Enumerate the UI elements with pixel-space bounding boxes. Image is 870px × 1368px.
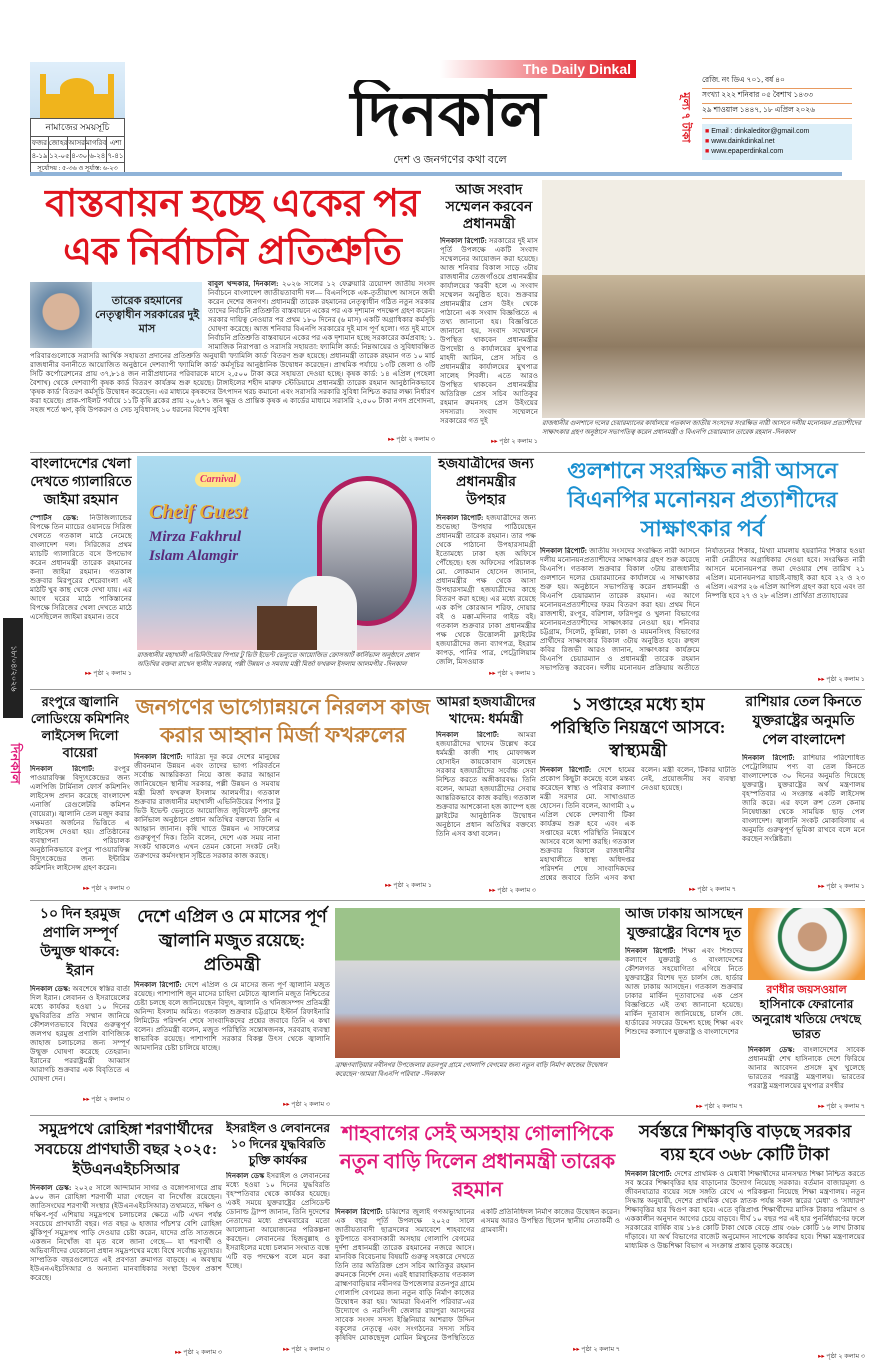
prayer-time: ৭-৪১ [107,152,124,160]
sports-continued[interactable]: ▸▸ পৃষ্ঠা ২ কলাম ১ [85,670,132,677]
fakhrul-continued[interactable]: ▸▸ পৃষ্ঠা ২ কলাম ১ [385,882,432,889]
lead-body [30,280,435,433]
hormuz-text: অবশেষে স্বস্তির বার্তা দিল ইরান। লেবানন ও ইসরায়েলের মধ্যে কার্যকর হওয়া ১০ দিনের যুদ্ধবিরতির প্রতি সম্মান জানিয়ে কৌশলগতভাবে বিশ্বের গুরুত্বপূর্ণ জলপথ হরমুজ প্রণালি বাণিজ্যিক জাহাজ চলাচলের জন্য সম্পূর্ণ উন্মুক্ত ঘোষণা করেছে তেহরান। ইরানের পররাষ্ট্রমন্ত্রী আব্বাস আরাগচি শুক্রবার এক বিবৃতিতে এ ঘোষণা দেন। [30,985,130,1083]
prayer-name: ফজর [31,139,47,147]
hajj-gift-body [436,514,536,667]
religion-article [436,693,536,897]
india-continued[interactable]: ▸▸ পৃষ্ঠা ২ কলাম ৭ [818,1103,865,1110]
mosque-icon [30,62,125,118]
carnival-sign-main: Cheif Guest [149,501,248,523]
russia-article [742,693,865,897]
lead-continued[interactable]: ▸▸ পৃষ্ঠা ২ কলাম ৩ [388,436,435,443]
russia-byline: দিনকাল রিপোর্ট: [742,754,795,762]
rohingya-byline: দিনকাল ডেস্ক: [30,1184,72,1192]
education-article [625,1120,865,1362]
russia-headline: রাশিয়ার তেল কিনতে যুক্তরাষ্ট্রের অনুমতি পেল বাংলাদেশ [745,695,862,748]
rangpur-headline: রংপুরে জ্বালানি লোডিংয়ে কমিশনিং লাইসেন্স দিলো বায়েরা [30,694,130,760]
rohingya-article [30,1120,222,1362]
side-logo [3,728,23,798]
golapi-article [335,1120,620,1362]
india-headline: হাসিনাকে ফেরানোর অনুরোধ খতিয়ে দেখছে ভারত [752,997,861,1041]
golapi-continued[interactable]: ▸▸ পৃষ্ঠা ২ কলাম ৭ [573,1346,620,1353]
russia-text: রাশিয়ার পরিশোধিত পেট্রোলিয়াম পণ্য বা তেল কিনতে বাংলাদেশকে ৩০ দিনের অনুমতি দিয়েছে যুক্তরাষ্ট্র। যুক্তরাষ্ট্রের অর্থ মন্ত্রণালয় বৃহস্পতিবার এ সংক্রান্ত একটি লাইসেন্স জারি করে। এর ফলে রুশ তেল কেনায় নিষেধাজ্ঞা থেকে সাময়িক ছাড় পেল বাংলাদেশ। জ্বালানি সংকট মোকাবিলায় এ অনুমতি গুরুত্বপূর্ণ ভূমিকা রাখবে বলে মনে করছেন সংশ্লিষ্টরা। [742,754,865,843]
education-continued[interactable]: ▸▸ পৃষ্ঠা ২ কলাম ৩ [818,1353,865,1360]
israel-headline: ইসরাইল ও লেবাননের ১০ দিনের যুদ্ধবিরতি চুক্তি কার্যকর [226,1121,330,1167]
presser-continued[interactable]: ▸▸ পৃষ্ঠা ২ কলাম ১ [491,438,538,445]
us-envoy-article [625,905,743,1112]
rohingya-text: ২০২৫ সালে আন্দামান সাগর ও বঙ্গোপসাগরে প্রায় ৯০০ জন রোহিঙ্গা শরণার্থী মারা গেছেন বা নিখোঁজ রয়েছেন। জাতিসংঘের শরণার্থী সংস্থার (ইউএনএইচসিআর) তথ্যমতে, দক্ষিণ ও দক্ষিণ-পূর্ব এশিয়ায় সমুদ্রপথে চলাচলের ক্ষেত্রে এটি এখন পর্যন্ত সবচেয়ে প্রাণঘাতী বছর। গত বছর ৬ হাজার পাঁচশ'র বেশি রোহিঙ্গা ঝুঁকিপূর্ণ সমুদ্রপথ পাড়ি দেওয়ার চেষ্টা করেন, যাদের প্রতি সাতজনে একজন নিখোঁজ বা মৃত বলে জানা গেছে— যা শরণার্থী ও অভিবাসীদের যেকোনো প্রধান সমুদ্রপথের মধ্যে বিশ্বে সর্বোচ্চ মৃত্যুহার। সাম্প্রতিক বছরগুলোতে এই প্রবণতা ক্রমাগত বাড়ছে। এ অবস্থায় ইউএনএইচসিআর ও অন্যান্য মানবাধিকার সংস্থা উদ্বেগ প্রকাশ করেছে। [30,1184,222,1282]
carnival-photo [137,456,431,650]
india-text: বাংলাদেশের সাবেক প্রধানমন্ত্রী শেখ হাসিনাকে দেশে ফিরিয়ে আনার আবেদন প্রসঙ্গে মুখ খুলেছে ভারতের পররাষ্ট্র মন্ত্রণালয়। ভারতের পররাষ্ট্র মন্ত্রণালয়ের মুখপাত্র রণধীর [748,1046,865,1090]
spokesperson-photo [748,908,865,980]
presser-headline: আজ সংবাদ সম্মেলন করবেন প্রধানমন্ত্রী [445,183,533,232]
education-body [625,1170,865,1350]
hormuz-article [30,905,130,1112]
carnival-sign-name: Mirza Fakhrul Islam Alamgir [149,529,242,564]
measles-body [540,766,736,883]
prayer-name: এশা [109,139,122,147]
israel-body [226,1172,330,1343]
measles-article [540,693,736,897]
education-headline: সর্বস্তরে শিক্ষাবৃত্তি বাড়ছে সরকার ব্যয় হবে ৩৬৮ কোটি টাকা [638,1122,852,1164]
prayer-time: ৬-২৪ [89,152,106,160]
religion-body [436,731,536,884]
fuel-text: দেশে এপ্রিল ও মে মাসের জন্য পূর্ণ জ্বালানি মজুত রয়েছে। পাশাপাশি জুন মাসের চাহিদা মেটাতে জ্বালানি মজুত নিশ্চিতের চেষ্টা চলছে বলে জানিয়েছেন বিদ্যুৎ, জ্বালানি ও খনিজসম্পদ প্রতিমন্ত্রী অনিন্দ্য ইসলাম অমিত। গতকাল শুক্রবার চট্টগ্রামে ইস্টার্ন রিফাইনারি লিমিটেড পরিদর্শন শেষে সাংবাদিকদের প্রশ্নের জবাবে তিনি এ কথা বলেন। প্রতিমন্ত্রী বলেন, মজুত পরিস্থিতি সন্তোষজনক, সরবরাহ ব্যবস্থা স্বাভাবিক রয়েছে। পাশাপাশি সরকার বিকল্প উৎস থেকে জ্বালানি আমদানির চেষ্টা চালিয়ে যাচ্ছে। [134,981,330,1052]
rohingya-continued[interactable]: ▸▸ পৃষ্ঠা ২ কলাম ৩ [175,1349,222,1356]
lead-inset-text: তারেক রহমানের নেতৃত্বাধীন সরকারের দুই মাস [95,295,199,335]
gulshan-text: জাতীয় সংসদের সংরক্ষিত নারী আসনে দলীয় মনোনয়নপ্রত্যাশীদের সাক্ষাৎকার গ্রহণ শুরু করেছে বিএনপি। গতকাল শুক্রবার বিকাল ৩টায় রাজধানীর গুলশানে দলের চেয়ারম্যানের কার্যালয়ে এ সাক্ষাৎকার শুরু হয়। অনুষ্ঠানে সভাপতিত্ব করেন প্রধানমন্ত্রী ও বিএনপি চেয়ারম্যান তারেক রহমান। এর আগে মনোনয়নপ্রত্যাশীদের ফরম বিতরণ করা হয়। প্রথম দিনে রাজশাহী, রংপুর, বরিশাল, ফরিদপুর ও খুলনা বিভাগের মনোনয়নপ্রত্যাশীদের সাক্ষাৎকার নেওয়া হয়। শনিবার চট্টগ্রাম, সিলেট, কুমিল্লা, ঢাকা ও ময়মনসিংহ বিভাগের প্রার্থীদের সাক্ষাৎকার বিকাল ৩টায় অনুষ্ঠিত হবে। রুহুল কবির রিজভী আরও জানান, সাক্ষাৎকার কার্যক্রমে বিএনপি চেয়ারম্যান ও প্রধানমন্ত্রী তারেক রহমান সভাপতিত্ব করবেন। দলীয় মনোনয়ন প্রক্রিয়ায় অতীতে নির্যাতনের শিকার, মিথ্যা মামলায় হয়রানির শিকার হওয়া নারী নেত্রীদের অগ্রাধিকার দেওয়া হবে। সংরক্ষিত নারী আসনে মনোনয়নপত্র জমা দেওয়ার শেষ তারিখ ২১ এপ্রিল। মনোনয়নপত্র যাচাই-বাছাই করা হবে ২২ ও ২৩ এপ্রিল। এরপর ২৬ এপ্রিল আপিল গ্রহণ করা হবে এবং তা নিষ্পত্তি হবে ২৭ ও ২৮ এপ্রিল। প্রার্থিতা প্রত্যাহারের [540,547,865,672]
golapi-headline: শাহবাগের সেই অসহায় গোলাপিকে নতুন বাড়ি দিলেন প্রধানমন্ত্রী তারেক রহমান [339,1123,616,1201]
religion-headline: আমরা হজযাত্রীদের খাদেম: ধর্মমন্ত্রী [436,694,536,726]
rangpur-article [30,693,130,897]
gulshan-body [540,547,865,673]
registration: রেজি. নং ডিএ ৭০১, বর্ষ ৪০ [702,74,852,89]
us-envoy-byline: দিনকাল রিপোর্ট: [625,947,676,955]
house-photo-caption: ব্রাহ্মণবাড়িয়ার নবীনগর উপজেলার রতনপুর গ্রামে গোলাপি বেগমের জন্য নতুন বাড়ি নির্মাণ কাজের উদ্বোধন করেছেন 'আমরা বিএনপি পরিবার' -দিনকাল [335,1062,607,1078]
india-byline: দিনকাল ডেস্ক: [748,1046,795,1054]
rangpur-continued[interactable]: ▸▸ পৃষ্ঠা ২ কলাম ৩ [83,885,130,892]
hajj-gift-text: হজযাত্রীদের জন্য শুভেচ্ছা উপহার পাঠিয়েছেন প্রধানমন্ত্রী তারেক রহমান। তার পক্ষ থেকে পাঠানো উপহারসামগ্রী ইতোমধ্যে ঢাকা হজ অফিসে পৌঁছেছে। হজ অফিসের পরিচালক মো. লোকমান হোসেন জানান, প্রধানমন্ত্রীর পক্ষ থেকে আসা উপহারসামগ্রী হজযাত্রীদের কাছে বিতরণ করা হচ্ছে। এর মধ্যে রয়েছে এক কপি কোরআন শরিফ, দোয়ার বই ও মক্কা-মদিনার গাইড বই। গতকাল শুক্রবার ঢাকা প্রধানমন্ত্রীর পক্ষ থেকে উত্তোলনী ফ্লাইটের হজযাত্রীদের জন্য ব্যাগপত্র, ইহরাম কাপড়, পানির পাত্র, পেট্রোলিয়াম জেলি, মিসওয়াক [436,514,536,666]
fuel-continued[interactable]: ▸▸ পৃষ্ঠা ২ কলাম ৩ [283,1101,330,1108]
lead-text: ২০২৬ সালের ১২ ফেব্রুয়ারি ত্রয়োদশ জাতীয় সংসদ নির্বাচনে বাংলাদেশ জাতীয়তাবাদী দল— বিএনপিকে এক-তৃতীয়াংশ আসনে জয়ী করেন দেশের জনগণ। প্রধানমন্ত্রী তারেক রহমানের নেতৃত্বাধীন গঠিত নতুন সরকার তাদের নির্বাচনি প্রতিশ্রুতি বাস্তবায়নে একের পর এক দৃশ্যমান পদক্ষেপ গ্রহণ করেন। সরকার দায়িত্ব নেওয়ার পর প্রথম ১৮০ দিনের (৬ মাস) একটি অগ্রাধিকার কর্মসূচি ঘোষণা করেছে। আজ শনিবার বিএনপি সরকারের দুই মাস পূর্ণ হলো। গত দুই মাসে নির্বাচনি প্রতিশ্রুতি বাস্তবায়নে একের পর এক দৃশ্যমান হচ্ছে সরকারের কর্মপ্রবাহ: ১. সামাজিক নিরাপত্তা ও সরাসরি সহায়তা: ফ্যামিলি কার্ড: নিম্নআয়ের ও সুবিধাবঞ্চিত পরিবারগুলোকে সরাসরি আর্থিক সহায়তা প্রদানের প্রতিশ্রুতি অনুযায়ী 'ফ্যামিলি কার্ড' বিতরণ শুরু হয়েছে। প্রধানমন্ত্রী তারেক রহমান গত ১০ মার্চ রাজধানীর বনানীতে আয়োজিত অনুষ্ঠানে দেশব্যাপী 'ফ্যামিলি কার্ড' কর্মসূচির আনুষ্ঠানিক উদ্বোধন করেছেন। প্রাথমিক পর্যায়ে ১৩টি জেলা ও ৩টি সিটি কর্পোরেশনের প্রায় ৩৭,৮১৪ জন নারীপ্রধানের পরিবারকে মাসে ২,৫০০ টাকা করে সহায়তা দেওয়া হচ্ছে। কৃষক কার্ড: ১৪ এপ্রিল (পহেলা বৈশাখ) থেকে দেশব্যাপী কৃষক কার্ড বিতরণ কার্যক্রম শুরু হয়েছে। টাঙ্গাইলের শহীদ মারুফ স্টেডিয়ামে প্রধানমন্ত্রী তারেক রহমান আনুষ্ঠানিকভাবে 'কৃষক কার্ড' বিতরণ কর্মসূচি উদ্বোধন করেছেন। এর মাধ্যমে কৃষকদের উৎপাদন খরচ কমানো এবং সরাসরি সরকারি সুবিধা নিশ্চিত করার লক্ষ্য নির্ধারণ করা হয়েছে। প্রাক-পাইলট পর্যায়ে ১১টি কৃষি ব্লকের প্রায় ২০,৬৭১ জন ক্ষুদ্র ও প্রান্তিক কৃষক এ কার্ডের মাধ্যমে সরাসরি ২,৫০০ টাকা নগদ প্রণোদনা, সহজ শর্তে ঋণ, কৃষি উপকরণ ও সেচ সুবিধাসহ ১০ ধরনের বিশেষ সুবিধা [30,280,435,414]
fuel-headline: দেশে এপ্রিল ও মে মাসের পূর্ণ জ্বালানি মজুত রয়েছে: প্রতিমন্ত্রী [137,907,327,974]
gulshan-article [540,456,865,686]
house-construction-photo [335,908,620,1058]
prayer-name: মাগরিব [86,139,107,147]
golapi-body [335,1208,620,1343]
rangpur-text: রংপুর পাওয়ারফিক্স বিদ্যুৎকেন্দ্রের জন্য এলপিজি টার্মিনাল ফোর্স কমিশনিং লাইসেন্স প্রদান করেছে বাংলাদেশ এনার্জি রেগুলেটরি কমিশন (বায়েরা)। জ্বালানি তেল মজুদ করার সক্ষমতা অর্জনের ভিত্তিতে এ লাইসেন্স দেওয়া হয়। প্রতিষ্ঠানের ব্যবস্থাপনা পরিচালক অনুষ্ঠানিকভাবে রংপুর পাওয়ারফিক্স বিদ্যুৎকেন্দ্রের জন্য ইন্টারিম কমিশনিং লাইসেন্স গ্রহণ করেন। [30,765,130,872]
india-body [748,1046,865,1100]
fakhrul-headline: জনগণের ভাগ্যোন্নয়নে নিরলস কাজ করার আহ্বান মির্জা ফখরুলের [135,695,431,747]
side-date-box [3,618,23,718]
fakhrul-text: দারিদ্র্য দূর করে দেশের মানুষের জীবনমান উন্নয়ন এবং তাদের ভাগ্য পরিবর্তনে সর্বোচ্চ আন্তরিকতা নিয়ে কাজ করার আহ্বান জানিয়েছেন স্থানীয় সরকার, পল্লী উন্নয়ন ও সমবায় মন্ত্রী মির্জা ফখরুল ইসলাম আলমগীর। গতকাল শুক্রবার রাজধানীর মহাখালী এভিনিউয়ের পিপার টু ভিউ ইভেন্ট ভেন্যুতে আয়োজিত জুবিলেন্ট গ্রুপের কার্নিভাল অনুষ্ঠানে প্রধান অতিথির বক্তব্যে তিনি এ আহ্বান জানান। কৃষি খাতে উন্নয়ন এ সাফল্যের গুরুত্বপূর্ণ দিক। তিনি বলেন, দেশে এক সময় নানা সংকট থাকলেও এখন তেমন কোনো সংকট নেই। তরুণদের কর্মসংস্থান সৃষ্টিতে সরকার কাজ করছে। [134,753,281,860]
measles-text: দেশে হামের প্রকোপ কিছুটা কমেছে বলে মন্তব্য করেছেন স্বাস্থ্য ও পরিবার কল্যাণ মন্ত্রী সরদার মো. সাখাওয়াত হোসেন। তিনি বলেন, আগামী ২০ এপ্রিল থেকে দেশব্যাপী টিকা কার্যক্রম শুরু হবে এবং এক সপ্তাহের মধ্যে পরিস্থিতি নিয়ন্ত্রণে আসবে বলে আশা করছি। গতকাল শুক্রবার বিকালে রাজধানীর মহাখালীতে স্বাস্থ্য অধিদপ্তর পরিদর্শন শেষে সাংবাদিকদের প্রশ্নের জবাবে তিনি এসব কথা বলেন। মন্ত্রী বলেন, টিকার ঘাটতি নেই, প্রয়োজনীয় সব ব্যবস্থা নেওয়া হয়েছে। [540,766,736,882]
fuel-article [134,905,330,1112]
golapi-byline: দিনকাল রিপোর্ট: [335,1208,383,1216]
hajj-gift-article [436,456,536,686]
russia-continued[interactable]: ▸▸ পৃষ্ঠা ২ কলাম ১ [818,883,865,890]
lead-inset [30,282,202,348]
sports-headline: বাংলাদেশের খেলা দেখতে গ্যালারিতে জাইমা রহমান [30,457,132,508]
lead-article [30,180,435,450]
lead-headline: বাস্তবায়ন হচ্ছে একের পর এক নির্বাচনি প্রতিশ্রুতি [45,183,420,273]
price: মূল্য ৭ টাকা [679,92,692,143]
hormuz-headline: ১০ দিন হরমুজ প্রণালি সম্পূর্ণ উন্মুক্ত থাকবে: ইরান [39,907,121,979]
israel-article [226,1120,330,1362]
gulshan-continued[interactable]: ▸▸ পৃষ্ঠা ২ কলাম ১ [818,676,865,683]
us-envoy-body [625,947,743,1100]
gulshan-byline: দিনকাল রিপোর্ট: [540,547,588,555]
us-envoy-text: শিক্ষা এবং শিশুদের কল্যাণে যুক্তরাষ্ট্র ও বাংলাদেশের কৌশলগত সহযোগিতা এগিয়ে নিতে যুক্তরাষ্ট্রের বিশেষ দূত চার্লস জে. হার্ডার আজ ঢাকায় আসছেন। গতকাল শুক্রবার ঢাকার মার্কিন দূতাবাসের এক প্রেস বিজ্ঞপ্তিতে এই তথ্য জানানো হয়েছে। মার্কিন দূতাবাস জানিয়েছে, চার্লস জে. হার্ডারের সফরের উদ্দেশ্য হচ্ছে শিক্ষা এবং শিশুদের কল্যাণে যুক্তরাষ্ট্র ও বাংলাদেশের [625,947,743,1036]
rohingya-body [30,1184,222,1346]
measles-byline: দিনকাল রিপোর্ট: [540,766,592,774]
issue-date: ২৯ শাওয়াল ১৪৪৭, ১৮ এপ্রিল ২০২৬ [702,104,852,119]
prayer-name: আসর [68,139,86,147]
israel-continued[interactable]: ▸▸ পৃষ্ঠা ২ কলাম ৩ [283,1346,330,1353]
prayer-time: ১২-০৫ [49,152,70,160]
sports-body [30,514,132,667]
meeting-photo-caption: রাজধানীর গুলশানে দলের চেয়ারম্যানের কার্যালয়ে গতকাল জাতীয় সংসদের সংরক্ষিত নারী আসনে দলীয় মনোনয়ন প্রত্যাশীদের সাক্ষাৎকার গ্রহণ অনুষ্ঠানে সভাপতিত্ব করেন প্রধানমন্ত্রী ও বিএনপি চেয়ারম্যান তারেক রহমান -দিনকাল [542,420,861,436]
sports-article [30,456,132,686]
israel-byline: দিনকাল ডেস্ক [226,1172,265,1180]
hormuz-body [30,985,130,1093]
carnival-sign-top: Carnival [195,472,241,487]
english-name: The Daily Dinkal [522,61,631,77]
india-article [748,983,865,1112]
hajj-gift-continued[interactable]: ▸▸ পৃষ্ঠা ২ কলাম ১ [489,670,536,677]
logo: দিনকাল [350,81,546,149]
measles-headline: ১ সপ্তাহের মধ্যে হাম পরিস্থিতি নিয়ন্ত্রণে আসবে: স্বাস্থ্যমন্ত্রী [550,695,726,760]
us-envoy-headline: আজ ঢাকায় আসছেন যুক্তরাষ্ট্রের বিশেষ দূত [625,907,743,941]
sports-text: নিউজিল্যান্ডের বিপক্ষে তিন ম্যাচের ওয়ানডে সিরিজ খেলতে গতকাল মাঠে নেমেছে বাংলাদেশ দল। সিরিজের প্রথম ম্যাচটি গ্যালারিতে বসে উপভোগ করেন প্রধানমন্ত্রী তারেক রহমানের কন্যা জাইমা রহমান। গতকাল শুক্রবার মিরপুরের শেরেবাংলা এই মাঠটি খুব কাছ থেকে দেখা যায়। এর আগে ঘরের মাঠে পাকিস্তানের বিপক্ষে সিরিজের খেলা দেখতে মাঠে এসেছিলেন জাইমা রহমান। তবে [30,514,132,621]
religion-continued[interactable]: ▸▸ পৃষ্ঠা ২ কলাম ৩ [489,887,536,894]
prayer-time: ৪-৩০ [71,152,88,160]
presser-text: সরকারের দুই মাস পূর্তি উপলক্ষে একটি সংবাদ সম্মেলনের আয়োজন করা হয়েছে। আজ শনিবার বিকাল সাড়ে ৩টায় রাজধানীর তেজগাঁওয়ে প্রধানমন্ত্রীর কার্যালয়ের 'করবী' হলে এ সংবাদ সম্মেলন অনুষ্ঠিত হবে। শুক্রবার প্রধানমন্ত্রীর প্রেস উইং থেকে পাঠানো এক সংবাদ বিজ্ঞপ্তিতে এ তথ্য জানানো হয়। বিজ্ঞপ্তিতে জানানো হয়, সংবাদ সম্মেলনে উপস্থিত থাকবেন প্রধানমন্ত্রীর উপদেষ্টা ও কার্যালয়ের মুখপাত্র মাহদী আমিন, প্রেস সচিব ও প্রধানমন্ত্রীর কার্যালয়ের মুখপাত্র সালেহ শিবলী। এতে আরও উপস্থিত থাকবেন প্রধানমন্ত্রীর অতিরিক্ত প্রেস সচিব আতিকুর রহমান রুমনসহ প্রেস উইংয়ের সদস্যরা। সংবাদ সম্মেলনে সরকারের গত দুই [440,237,538,425]
israel-text: ইসরাইল ও লেবাননের মধ্যে হওয়া ১০ দিনের যুদ্ধবিরতি বৃহস্পতিবার থেকে কার্যকর হয়েছে। একই সময়ে যুক্তরাষ্ট্রের প্রেসিডেন্ট ডোনাল্ড ট্রাম্প জানান, তিনি দুদেশের নেতাদের মধ্যে প্রথমবারের মতো আলোচনা আয়োজনের পরিকল্পনা করছেন। লেবাননের হিজবুল্লাহ ও ইসরাইলের মধ্যে চলমান সংঘাত বন্ধে এটি বড় পদক্ষেপ বলে মনে করা হচ্ছে। [226,1172,330,1270]
side-logo-text: দিনকাল [7,742,23,784]
presser-byline: দিনকাল রিপোর্ট: [440,237,487,245]
hajj-gift-headline: হজযাত্রীদের জন্য প্রধানমন্ত্রীর উপহার [438,457,534,508]
pm-portrait [30,282,92,348]
presser-article [440,182,538,450]
golapi-text: চব্বিশের জুলাই গণঅভ্যুত্থানের এক বছর পূর্তি উপলক্ষে ২০২৫ সালে জাতীয়তাবাদী ছাত্রদলের সমাবেশে শাহবাগের ফুটপাতে বসবাসকারী অসহায় গোলাপি বেগমের দুর্দশা প্রধানমন্ত্রী তারেক রহমানের নজরে আসে। মানবিক বিবেচনায় বিষয়টি গুরুত্ব সহকারে দেখতে তিনি তার অতিরিক্ত প্রেস সচিব আতিকুর রহমান রুমনকে নির্দেশ দেন। এরই ধারাবাহিকতায় গতকাল ব্রাহ্মণবাড়িয়ার নবীনগর উপজেলার রতনপুর গ্রামে গোলাপি বেগমের জন্য নতুন বাড়ি নির্মাণ কাজের উদ্বোধন করা হয়। 'আমরা বিএনপি পরিবার'-এর উদ্যোগে ও নরসিংদী জেলার রায়পুরা আসনের সাবেক সংসদ সদস্য ইঞ্জিনিয়ার আশরাফ উদ্দিন বকুলের নেতৃত্বে এবং সংগঠনের সদস্য সচিব কৃষিবিদ মোকছেদুল মোমিন মিথুনের উপস্থিতিতে একটি প্রতিনিধিদল নির্মাণ কাজের উদ্বোধন করেন। এসময় আরও উপস্থিত ছিলেন স্থানীয় নেতাকর্মী ও গ্রামবাসী। [335,1208,620,1342]
prayer-time: ৪-১৯ [31,152,48,160]
rangpur-body [30,765,130,882]
fuel-body [134,981,330,1098]
email-link[interactable]: Email : dinkaleditor@gmail.com [711,128,810,135]
fakhrul-article [134,693,432,897]
measles-continued[interactable]: ▸▸ পৃষ্ঠা ২ কলাম ৭ [689,886,736,893]
us-envoy-continued[interactable]: ▸▸ পৃষ্ঠা ২ কলাম ৭ [696,1103,743,1110]
sun-times: সূর্যোদয় : ৫-৩৬ ও সূর্যাস্ত: ৬-২৩ [37,165,118,172]
education-byline: দিনকাল রিপোর্ট: [625,1170,672,1178]
russia-body [742,754,865,880]
presser-body [440,237,538,435]
masthead-rule [30,172,842,176]
hormuz-continued[interactable]: ▸▸ পৃষ্ঠা ২ কলাম ৩ [83,1096,130,1103]
fakhrul-byline: দিনকাল রিপোর্ট: [134,753,183,761]
side-date: ১৮/০৪/২০২৬ [9,644,19,692]
lead-byline: বাবুল খন্দকার, দিনকাল: [208,280,279,288]
tagline: দেশ ও জনগণের কথা বলে [393,154,507,166]
religion-text: আমরা হজযাত্রীদের খাদেম উল্লেখ করে ধর্মমন্ত্রী কাজী শাহ মোফাজ্জল হোসাইন কায়কোবাদ বলেছেন সরকার হজযাত্রীদের সর্বোচ্চ সেবা নিশ্চিত করতে অঙ্গীকারবদ্ধ। তিনি বলেন, আমরা হজযাত্রীদের সেবায় আন্তরিকভাবে কাজ করছি। গতকাল শুক্রবার আশকোনা হজ ক্যাম্পে হজ ফ্লাইটের আনুষ্ঠানিক উদ্বোধন অনুষ্ঠানে প্রধান অতিথির বক্তব্যে তিনি এসব কথা বলেন। [436,731,536,838]
hajj-gift-byline: দিনকাল রিপোর্ট: [436,514,484,522]
rohingya-headline: সমুদ্রপথে রোহিঙ্গা শরণার্থীদের সবচেয়ে প্রাণঘাতী বছর ২০২৫: ইউএনএইচসিআর [35,1122,217,1178]
contact-box: ■ Email : dinkaleditor@gmail.com ■ www.dainkdinkal.net ■ www.epaperdinkal.com [702,124,852,160]
meeting-photo [542,180,865,418]
epaper-link[interactable]: www.epaperdinkal.com [711,148,784,155]
rangpur-byline: দিনকাল রিপোর্ট: [30,765,95,773]
fakhrul-body [134,753,432,879]
prayer-title: নামাজের সময়সূচি [31,119,124,137]
religion-byline: দিনকাল রিপোর্ট: [436,731,500,739]
sports-byline: স্পোর্টস ডেস্ক: [30,514,79,522]
issue-info [702,74,852,160]
hormuz-byline: দিনকাল ডেস্ক: [30,985,71,993]
gulshan-headline: গুলশানে সংরক্ষিত নারী আসনে বিএনপির মনোনয়ন প্রত্যাশীদের সাক্ষাৎকার পর্ব [567,458,838,541]
prayer-name: জোহর [48,139,68,147]
english-name-banner [440,60,636,78]
fuel-byline: দিনকাল রিপোর্ট: [134,981,182,989]
website-link[interactable]: www.dainkdinkal.net [711,138,775,145]
prayer-box [30,62,125,170]
india-name: রণধীর জয়সওয়াল [766,984,847,996]
issue-number: সংখ্যা ২২২ শনিবার ০৫ বৈশাখ ১৪৩৩ [702,89,852,104]
carnival-caption: রাজধানীর মহাখালী এভিনিউয়ের পিপার টু ভিউ ইভেন্ট ভেন্যুতে আয়োজিত ক্রোসআর্ট কার্নিভাল অনুষ্ঠানে প্রধান অতিথির বক্তব্য রাখেন স্থানীয় সরকার, পল্লী উন্নয়ন ও সমবায় মন্ত্রী মির্জা ফখরুল ইসলাম আলমগীর -দিনকাল [137,652,419,668]
education-text: দেশের প্রাথমিক ও মেধাবী শিক্ষার্থীদের মানসম্মত শিক্ষা নিশ্চিত করতে সব স্তরের শিক্ষাবৃত্তির হার বাড়ানোর উদ্যোগ নিয়েছে সরকার। বর্তমান বাজারমূল্য ও জীবনযাত্রার ব্যয়ের সঙ্গে সঙ্গতি রেখে এ পরিকল্পনা নিয়েছে শিক্ষা মন্ত্রণালয়। নতুন সিদ্ধান্ত অনুযায়ী, দেশের প্রাথমিক থেকে স্নাতক পর্যন্ত সকল স্তরের 'মেধা' ও 'সাধারণ' শিক্ষাবৃত্তির হার দ্বিগুণ করা হবে। এতে বৃত্তিপ্রাপ্ত শিক্ষার্থীদের মাসিক টাকার পরিমাণ ও এককালীন অনুদান আগের চেয়ে বাড়বে। দীর্ঘ ১০ বছর পর এই হার পুনর্নির্ধারণের ফলে সরকারের বার্ষিক ব্যয় ১৮৪ কোটি টাকা থেকে বেড়ে প্রায় ৩৬৮ কোটি ১৬ লাখ টাকায় দাঁড়াবে। যা অর্থ বিভাগের বাজেট অনুমোদন সাপেক্ষে কার্যকর হবে। শিক্ষা মন্ত্রণালয়ের মাধ্যমিক ও উচ্চশিক্ষা বিভাগ এ সংক্রান্ত প্রস্তাব চূড়ান্ত করেছে। [625,1170,865,1250]
